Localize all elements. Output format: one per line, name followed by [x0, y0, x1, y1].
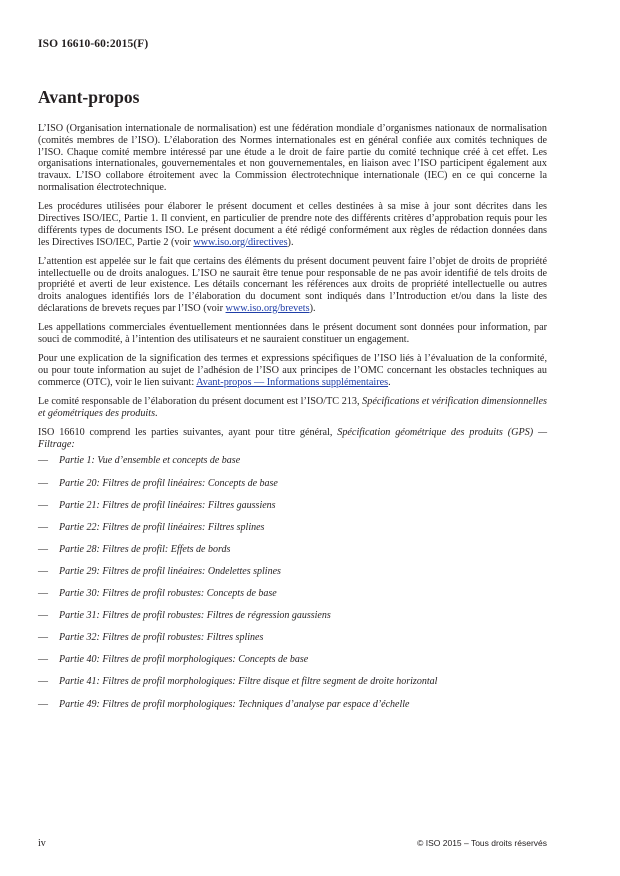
list-dash: —	[38, 521, 48, 533]
list-dash: —	[38, 455, 48, 467]
list-dash: —	[38, 565, 48, 577]
parts-list-item	[38, 632, 547, 654]
copyright-notice: © ISO 2015 – Tous droits réservés	[417, 838, 547, 848]
parts-list-item	[38, 566, 547, 588]
parts-list-item	[38, 478, 547, 500]
paragraph-conformity	[38, 353, 547, 388]
part-title: Partie 28: Filtres de profil: Effets de bords	[59, 543, 231, 555]
parts-list-item	[38, 699, 547, 721]
conformity-text: Pour une explication de la signification des termes et expressions spécifiques de l’ISO liés à l’évaluation de la conformité, ou pour toute information au sujet de l’adhésion de l’ISO aux principes de l’OMC concernant les obstacles techniques au commerce (OTC), voir le lien suivant:	[38, 353, 547, 388]
part-title: Partie 20: Filtres de profil linéaires: Concepts de base	[59, 477, 278, 489]
part-title: Partie 21: Filtres de profil linéaires: Filtres gaussiens	[59, 499, 276, 511]
list-dash: —	[38, 632, 48, 644]
procedures-text: Les procédures utilisées pour élaborer le présent document et celles destinées à sa mise à jour sont décrites dans les Directives ISO/IEC, Partie 1. Il convient, en particulier de prendre note des différents critères d’approbation requis pour les différents types de documents ISO. Le présent document a été rédigé conformément aux règles de rédaction données dans les Directives ISO/IEC, Partie 2 (voir	[38, 201, 547, 248]
parts-list-item	[38, 588, 547, 610]
part-title: Partie 22: Filtres de profil linéaires: Filtres splines	[59, 521, 265, 533]
foreword-body	[38, 123, 547, 721]
paragraph-procedures	[38, 201, 547, 248]
committee-end: .	[155, 407, 158, 419]
paragraph-patents	[38, 256, 547, 315]
list-dash: —	[38, 676, 48, 688]
part-title: Partie 30: Filtres de profil robustes: Concepts de base	[59, 588, 277, 600]
list-dash: —	[38, 477, 48, 489]
directives-link[interactable]: www.iso.org/directives	[193, 236, 288, 248]
page-title: Avant-propos	[38, 87, 140, 107]
part-title: Partie 41: Filtres de profil morphologiques: Filtre disque et filtre segment de droite horizontal	[59, 676, 438, 688]
part-title: Partie 1: Vue d’ensemble et concepts de base	[59, 455, 241, 467]
parts-list-item	[38, 544, 547, 566]
committee-text: Le comité responsable de l’élaboration du présent document est l’ISO/TC 213,	[38, 395, 363, 407]
list-dash: —	[38, 543, 48, 555]
document-id: ISO 16610-60:2015(F)	[38, 38, 149, 50]
paragraph-committee	[38, 396, 547, 420]
procedures-end: ).	[287, 236, 294, 248]
part-title: Partie 40: Filtres de profil morphologiques: Concepts de base	[59, 654, 309, 666]
parts-general-title: Spécification géométrique des produits (GPS) — Filtrage:	[38, 426, 548, 450]
list-dash: —	[38, 499, 48, 511]
parts-list-item	[38, 455, 547, 477]
parts-list-item	[38, 522, 547, 544]
patents-link[interactable]: www.iso.org/brevets	[225, 302, 310, 314]
parts-list	[38, 455, 547, 720]
supplementary-info-link[interactable]: Avant-propos — Informations supplémentaires	[196, 376, 389, 388]
part-title: Partie 29: Filtres de profil linéaires: Ondelettes splines	[59, 565, 281, 577]
page-number: iv	[38, 838, 46, 849]
part-title: Partie 32: Filtres de profil robustes: Filtres splines	[59, 632, 264, 644]
part-title: Partie 31: Filtres de profil robustes: Filtres de régression gaussiens	[59, 610, 331, 622]
list-dash: —	[38, 698, 48, 710]
committee-name: Spécifications et vérification dimensionnelles et géométriques des produits	[38, 395, 548, 419]
paragraph-iso-intro: L’ISO (Organisation internationale de normalisation) est une fédération mondiale d’organismes nationaux de normalisation (comités membres de l’ISO). L’élaboration des Normes internationales est en général confiée aux comités techniques de l’ISO. Chaque comité membre intéressé par une étude a le droit de faire partie du comité technique créé à cet effet. Les organisations internationales, gouvernementales et non gouvernementales, en liaison avec l’ISO participent également aux travaux. L’ISO collabore étroitement avec la Commission électrotechnique internationale (IEC) en ce qui concerne la normalisation électrotechnique.	[38, 123, 547, 193]
paragraph-trade-names: Les appellations commerciales éventuellement mentionnées dans le présent document sont données pour information, par souci de commodité, à l’intention des utilisateurs et ne sauraient constituer un engagement.	[38, 322, 547, 345]
list-dash: —	[38, 610, 48, 622]
conformity-end: .	[388, 376, 391, 388]
part-title: Partie 49: Filtres de profil morphologiques: Techniques d’analyse par espace d’échelle	[59, 698, 410, 710]
list-dash: —	[38, 588, 48, 600]
parts-intro-text: ISO 16610 comprend les parties suivantes, ayant pour titre général,	[38, 426, 338, 438]
parts-list-item	[38, 676, 547, 698]
patents-text: L’attention est appelée sur le fait que certains des éléments du présent document peuvent faire l’objet de droits de propriété intellectuelle ou de droits analogues. L’ISO ne saurait être tenue pour responsable de ne pas avoir identifié de tels droits de propriété et averti de leur existence. Les détails concernant les références aux droits de propriété intellectuelle ou autres droits analogues identifiés lors de l’élaboration du document sont indiqués dans l’Introduction et/ou dans la liste des déclarations de brevets reçues par l’ISO (voir	[38, 255, 547, 314]
parts-list-item	[38, 500, 547, 522]
patents-end: ).	[309, 302, 316, 314]
list-dash: —	[38, 654, 48, 666]
parts-list-item	[38, 654, 547, 676]
paragraph-parts-intro	[38, 427, 547, 451]
parts-list-item	[38, 610, 547, 632]
